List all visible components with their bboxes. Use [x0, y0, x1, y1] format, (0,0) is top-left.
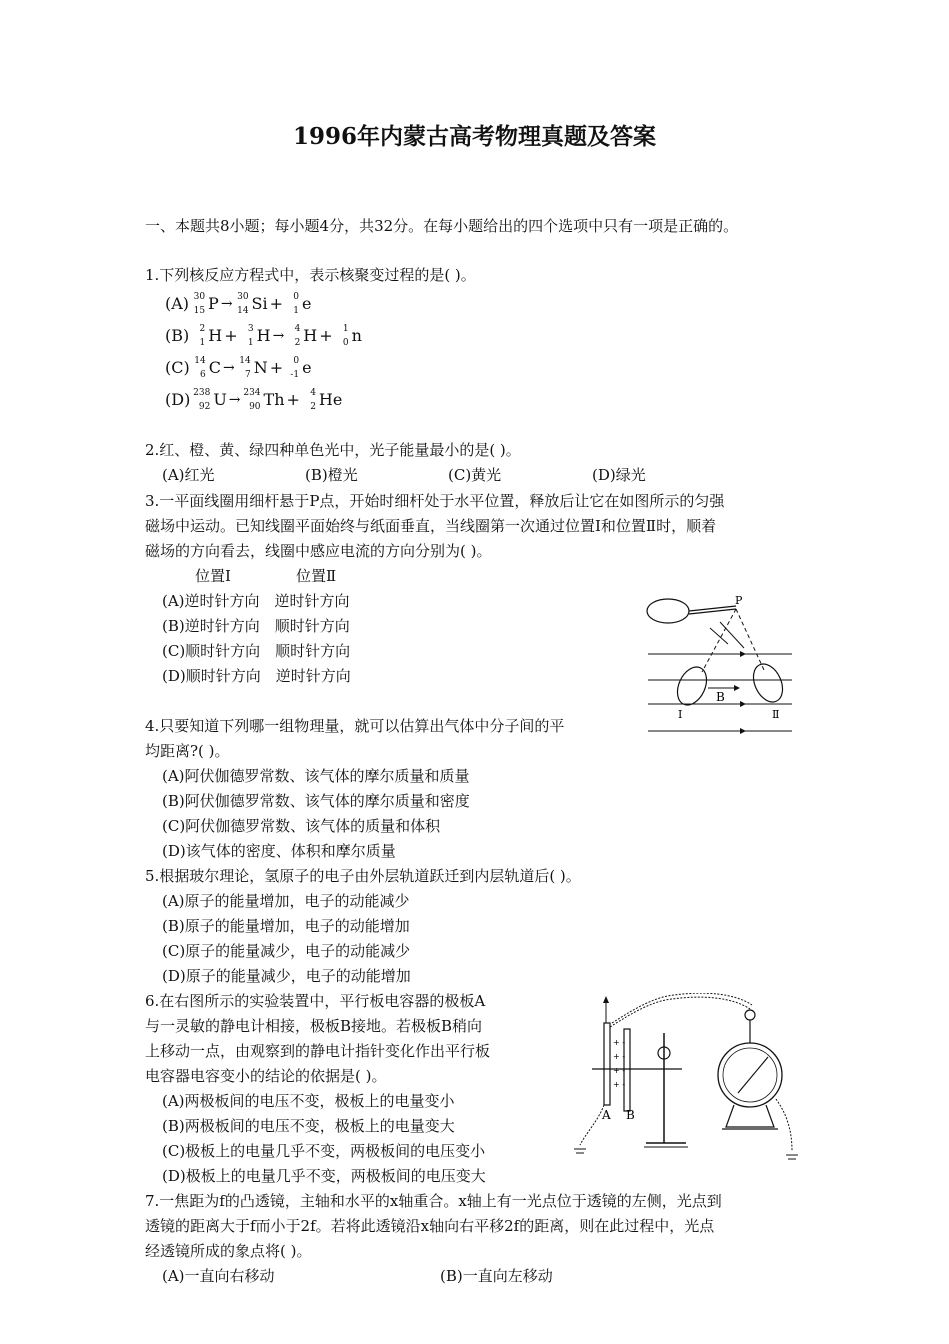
atomic-number: 1	[199, 338, 206, 348]
q5-option-d: (D)原子的能量减少，电子的动能增加	[162, 967, 411, 985]
plus-sign: +	[224, 326, 238, 345]
q7-option-a: (A)一直向右移动	[162, 1267, 275, 1285]
nuclide-indices	[285, 292, 299, 316]
q1-option-label: (B)	[165, 326, 190, 345]
q3-option-d: (D)顺时针方向 逆时针方向	[162, 667, 351, 685]
q2-option-d: (D)绿光	[592, 466, 646, 484]
q3-fig-label-ii: Ⅱ	[772, 708, 780, 721]
q6-option-a: (A)两极板间的电压不变，极板上的电量变小	[162, 1092, 455, 1110]
q7-option-b: (B)一直向左移动	[440, 1267, 553, 1285]
nuclide-indices	[302, 388, 316, 412]
q6-line2: 与一灵敏的静电计相接，极板B接地。若极板B稍向	[145, 1017, 483, 1035]
element-symbol: P	[208, 294, 219, 313]
q5-stem: 5.根据玻尔理论，氢原子的电子由外层轨道跃迁到内层轨道后( )。	[145, 867, 581, 885]
q3-line3: 磁场的方向看去，线圈中感应电流的方向分别为( )。	[145, 542, 492, 560]
element-symbol: H	[208, 326, 223, 345]
q5-option-c: (C)原子的能量减少，电子的动能减少	[162, 942, 411, 960]
q3-line1: 3.一平面线圈用细杆悬于P点，开始时细杆处于水平位置，释放后让它在如图所示的匀强	[145, 492, 725, 510]
nuclide-indices	[243, 388, 261, 412]
q4-option-a: (A)阿伏伽德罗常数、该气体的摩尔质量和质量	[162, 767, 470, 785]
atomic-number: 7	[244, 370, 251, 380]
atomic-number: -1	[290, 370, 300, 380]
element-symbol: H	[256, 326, 271, 345]
q4-line2: 均距离?( )。	[145, 742, 230, 760]
q3-fig-label-i: Ⅰ	[678, 708, 683, 721]
q6-option-c: (C)极板上的电量几乎不变，两极板间的电压变小	[162, 1142, 486, 1160]
nuclide-indices	[240, 324, 254, 348]
atomic-number: 92	[198, 402, 211, 412]
element-symbol: C	[208, 358, 221, 377]
atomic-number: 6	[200, 370, 206, 380]
mass-number: 3	[247, 324, 254, 334]
plus-sign: +	[269, 358, 284, 377]
element-symbol: U	[213, 390, 227, 409]
q3-option-c: (C)顺时针方向 顺时针方向	[162, 642, 351, 660]
q2-stem: 2.红、橙、黄、绿四种单色光中，光子能量最小的是( )。	[145, 441, 521, 459]
q7-line3: 经透镜所成的象点将( )。	[145, 1242, 312, 1260]
q3-fig-label-p: P	[735, 594, 743, 607]
reaction-arrow: →	[222, 360, 235, 376]
q6-figure-capacitor-electroscope	[562, 993, 810, 1168]
q4-option-c: (C)阿伏伽德罗常数、该气体的质量和体积	[162, 817, 441, 835]
element-symbol: e	[302, 358, 312, 377]
q6-line4: 电容器电容变小的结论的依据是( )。	[145, 1067, 387, 1085]
atomic-number: 1	[293, 306, 300, 316]
atomic-number: 2	[310, 402, 316, 412]
atomic-number: 1	[247, 338, 254, 348]
q6-line1: 6.在右图所示的实验装置中，平行板电容器的极板A	[145, 992, 486, 1010]
element-symbol: H	[303, 326, 318, 345]
nuclide-indices	[235, 292, 249, 316]
nuclide-indices	[286, 324, 300, 348]
q1-option-label: (D)	[165, 390, 191, 409]
q1-option-b	[165, 320, 362, 352]
q5-option-b: (B)原子的能量增加，电子的动能增加	[162, 917, 410, 935]
plus-sign: +	[269, 294, 284, 313]
q1-stem: 1.下列核反应方程式中，表示核聚变过程的是( )。	[145, 266, 476, 284]
mass-number: 14	[194, 356, 206, 366]
svg-text:+ -: + -	[613, 1066, 626, 1075]
section-heading: 一、本题共8小题；每小题4分，共32分。在每小题给出的四个选项中只有一项是正确的。	[145, 217, 739, 235]
q3-header-position2: 位置Ⅱ	[296, 567, 337, 585]
atomic-number: 2	[294, 338, 301, 348]
mass-number: 30	[193, 292, 206, 302]
element-symbol: e	[302, 294, 312, 313]
q6-fig-label-b: B	[626, 1108, 635, 1122]
mass-number: 30	[237, 292, 249, 302]
plus-sign: +	[286, 390, 300, 409]
atomic-number: 90	[249, 402, 261, 412]
nuclide-indices	[192, 356, 206, 380]
mass-number: 0	[293, 292, 300, 302]
q1-option-c	[165, 352, 362, 384]
q7-line2: 透镜的距离大于f而小于2f。若将此透镜沿x轴向右平移2f的距离，则在此过程中，光点	[145, 1217, 715, 1235]
q3-figure-pendulum-coil	[640, 592, 800, 740]
mass-number: 14	[239, 356, 251, 366]
q6-option-d: (D)极板上的电量几乎不变，两极板间的电压变大	[162, 1167, 486, 1185]
page-title: 1996年内蒙古高考物理真题及答案	[292, 123, 656, 150]
q3-option-b: (B)逆时针方向 顺时针方向	[162, 617, 350, 635]
nuclide-indices	[335, 324, 349, 348]
element-symbol: Th	[263, 390, 285, 409]
reaction-arrow: →	[272, 328, 285, 344]
q3-line2: 磁场中运动。已知线圈平面始终与纸面垂直，当线圈第一次通过位置Ⅰ和位置Ⅱ时，顺着	[145, 517, 717, 535]
q2-option-b: (B)橙光	[305, 466, 358, 484]
q6-option-b: (B)两极板间的电压不变，极板上的电量变大	[162, 1117, 455, 1135]
q7-line1: 7.一焦距为f的凸透镜，主轴和水平的x轴重合。x轴上有一光点位于透镜的左侧，光点到	[145, 1192, 722, 1210]
q5-option-a: (A)原子的能量增加，电子的动能减少	[162, 892, 410, 910]
plus-sign: +	[319, 326, 333, 345]
element-symbol: N	[253, 358, 268, 377]
q6-line3: 上移动一点，由观察到的静电计指针变化作出平行板	[145, 1042, 491, 1060]
nuclide-indices	[191, 292, 205, 316]
nuclide-indices	[237, 356, 251, 380]
mass-number: 0	[293, 356, 300, 366]
q4-option-d: (D)该气体的密度、体积和摩尔质量	[162, 842, 396, 860]
q1-option-label: (C)	[165, 358, 190, 377]
atomic-number: 0	[342, 338, 349, 348]
reaction-arrow: →	[220, 296, 233, 312]
q2-option-a: (A)红光	[162, 466, 215, 484]
atomic-number: 15	[193, 306, 206, 316]
reaction-arrow: →	[228, 392, 241, 408]
q1-options	[165, 288, 362, 416]
nuclide-indices	[285, 356, 299, 380]
mass-number: 1	[342, 324, 349, 334]
q3-option-a: (A)逆时针方向 逆时针方向	[162, 592, 350, 610]
q1-option-label: (A)	[165, 294, 190, 313]
element-symbol: n	[351, 326, 362, 345]
q1-option-d	[165, 384, 362, 416]
mass-number: 238	[193, 388, 211, 398]
q4-option-b: (B)阿伏伽德罗常数、该气体的摩尔质量和密度	[162, 792, 470, 810]
svg-text:+ -: + -	[613, 1052, 626, 1061]
element-symbol: He	[318, 390, 343, 409]
q6-fig-label-a: A	[602, 1108, 611, 1122]
q3-header-position1: 位置Ⅰ	[195, 567, 231, 585]
svg-text:+ -: + -	[613, 1038, 626, 1047]
q3-fig-label-b: B	[716, 690, 725, 704]
nuclide-indices	[191, 324, 205, 348]
element-symbol: Si	[251, 294, 268, 313]
mass-number: 4	[310, 388, 316, 398]
q1-option-a	[165, 288, 362, 320]
mass-number: 4	[294, 324, 301, 334]
nuclide-indices	[192, 388, 210, 412]
mass-number: 2	[199, 324, 206, 334]
svg-text:+ -: + -	[613, 1080, 626, 1089]
q2-option-c: (C)黄光	[448, 466, 502, 484]
atomic-number: 14	[237, 306, 249, 316]
q4-line1: 4.只要知道下列哪一组物理量，就可以估算出气体中分子间的平	[145, 717, 565, 735]
mass-number: 234	[243, 388, 261, 398]
